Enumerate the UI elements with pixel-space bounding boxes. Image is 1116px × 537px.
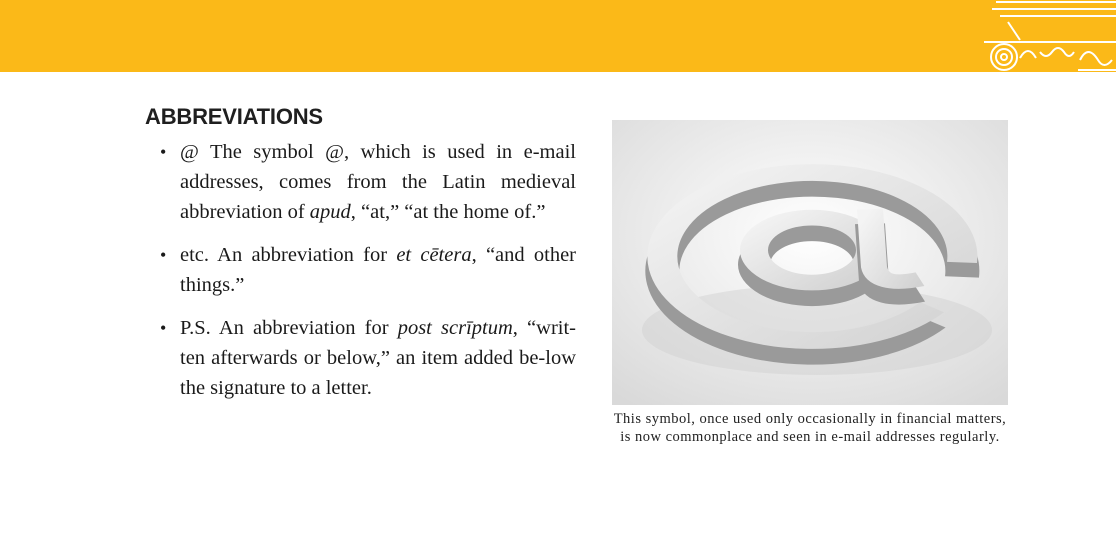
figure-caption: This symbol, once used only occasionally in financial matters, is now commonplace and seen in e-mail addresses regularly. bbox=[613, 411, 1007, 445]
definition-text: An abbreviation for bbox=[218, 317, 398, 339]
term: etc. bbox=[180, 244, 210, 266]
list-item-at bbox=[160, 137, 576, 227]
at-symbol-image bbox=[612, 120, 1008, 405]
section-heading: ABBREVIATIONS bbox=[145, 104, 323, 129]
list-item-etc bbox=[160, 240, 576, 300]
definition-text: , “writ-ten afterwards or below,” an item added be-low the signature to a letter. bbox=[180, 317, 576, 399]
definition-text: An abbreviation for bbox=[217, 244, 397, 266]
definition-text: , “at,” “at the home of.” bbox=[350, 201, 546, 223]
header-banner bbox=[0, 0, 1116, 72]
definition-text: The symbol @, which is used in e-mail addresses, comes from the Latin medieval abbreviation of bbox=[180, 141, 576, 223]
latin-word: post scrīptum bbox=[397, 317, 513, 339]
latin-word: et cētera bbox=[396, 244, 472, 266]
list-item-ps bbox=[160, 313, 576, 403]
definition-text: , “and other things.” bbox=[180, 244, 577, 296]
column-capital-icon bbox=[984, 0, 1116, 72]
latin-word: apud bbox=[309, 201, 351, 223]
term: @ bbox=[180, 141, 199, 163]
abbreviation-list bbox=[160, 137, 576, 416]
term: P.S. bbox=[180, 317, 211, 339]
